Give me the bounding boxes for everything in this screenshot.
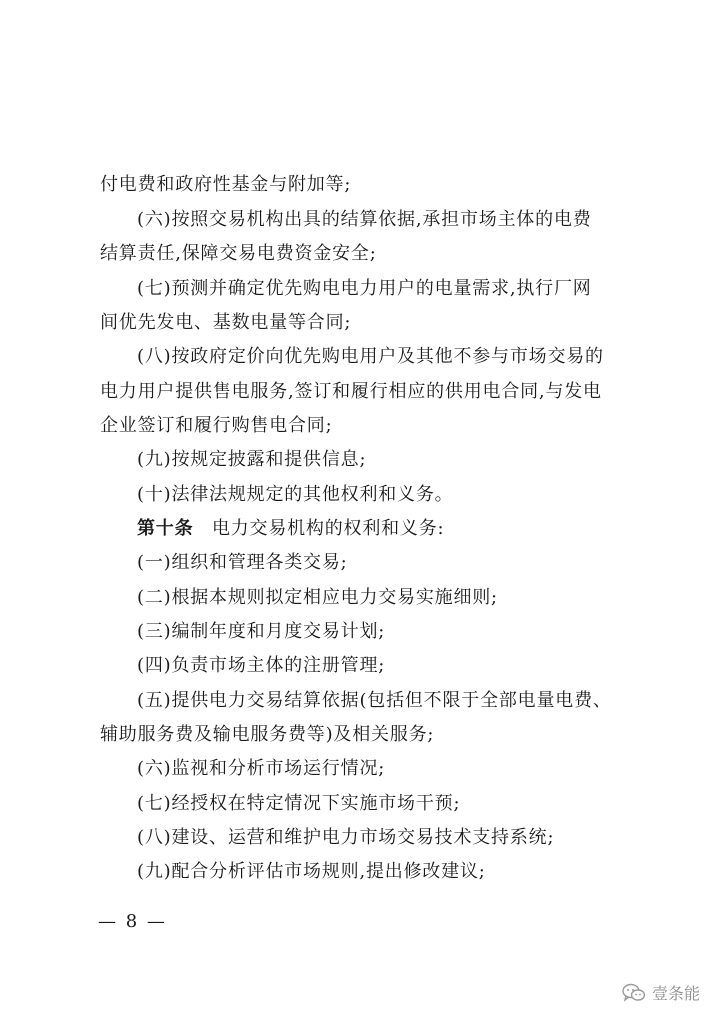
text-line: (九)配合分析评估市场规则,提出修改建议; xyxy=(137,861,486,882)
text-line: (八)建设、运营和维护电力市场交易技术支持系统; xyxy=(137,827,555,848)
text-line: (六)按照交易机构出具的结算依据,承担市场主体的电费 xyxy=(137,209,592,230)
text-line: 企业签订和履行购售电合同; xyxy=(100,415,333,436)
wechat-icon xyxy=(622,983,646,1003)
article-line xyxy=(137,517,444,541)
text-line: (一)组织和管理各类交易; xyxy=(137,552,348,573)
watermark-text: 壹条能 xyxy=(651,984,700,1003)
text-line: (九)按规定披露和提供信息; xyxy=(137,449,367,470)
text-line: (五)提供电力交易结算依据(包括但不限于全部电量电费、 xyxy=(137,690,612,711)
text-line: 间优先发电、基数电量等合同; xyxy=(100,312,352,333)
watermark xyxy=(622,981,700,1004)
text-line: (四)负责市场主体的注册管理; xyxy=(137,655,386,676)
text-line: (三)编制年度和月度交易计划; xyxy=(137,621,386,642)
text-line: (二)根据本规则拟定相应电力交易实施细则; xyxy=(137,587,498,608)
article-heading: 第十条 xyxy=(137,518,194,539)
text-line: 辅助服务费及输电服务费等)及相关服务; xyxy=(100,724,435,745)
text-line: (七)预测并确定优先购电电力用户的电量需求,执行厂网 xyxy=(137,278,592,299)
text-line: 结算责任,保障交易电费资金安全; xyxy=(100,243,377,264)
text-line: 电力用户提供售电服务,签订和履行相应的供用电合同,与发电 xyxy=(100,381,602,402)
text-line: (八)按政府定价向优先购电用户及其他不参与市场交易的 xyxy=(137,346,604,367)
article-text: 电力交易机构的权利和义务: xyxy=(211,518,445,539)
text-line: (十)法律法规规定的其他权利和义务。 xyxy=(137,484,454,505)
text-line: (七)经授权在特定情况下实施市场干预; xyxy=(137,793,461,814)
text-line: 付电费和政府性基金与附加等; xyxy=(100,174,352,195)
text-line: (六)监视和分析市场运行情况; xyxy=(137,758,386,779)
page-number: — 8 — xyxy=(98,911,167,932)
